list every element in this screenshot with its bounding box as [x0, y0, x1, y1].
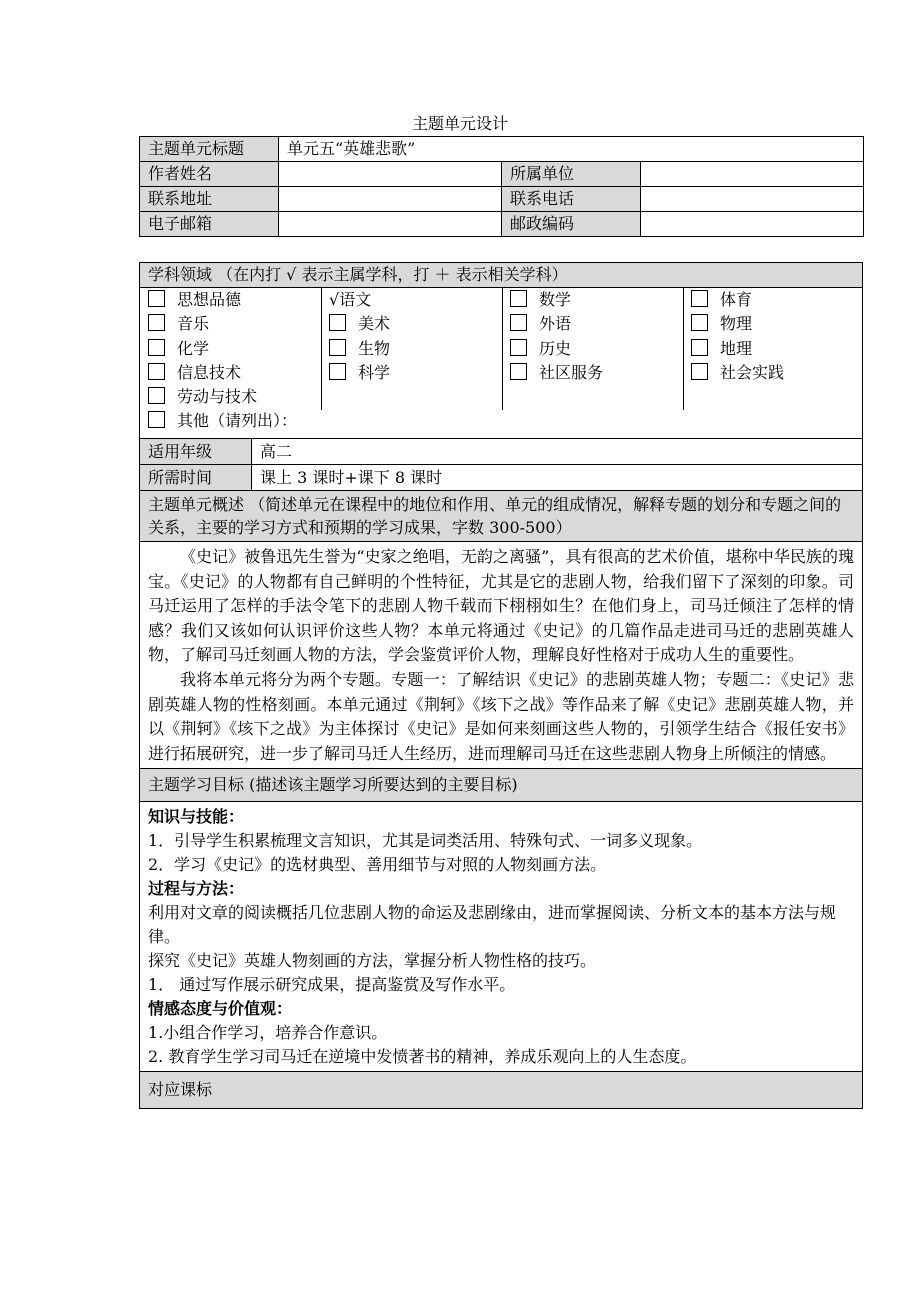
- grade-row: [140, 438, 862, 464]
- subject-item[interactable]: [148, 361, 297, 385]
- unit-title-row: [140, 137, 864, 162]
- time-label: 所需时间: [140, 465, 252, 490]
- email-label: 电子邮箱: [140, 212, 279, 237]
- subject-item[interactable]: [691, 337, 784, 361]
- column-divider: [683, 288, 684, 410]
- checkbox-icon[interactable]: [148, 314, 165, 331]
- subject-item-checked[interactable]: [329, 288, 390, 312]
- subject-label: 科学: [358, 362, 391, 382]
- unit-title-label: 主题单元标题: [140, 137, 279, 162]
- subject-item[interactable]: [148, 312, 297, 336]
- knowledge-item-2: 2．学习《史记》的选材典型、善用细节与对照的人物刻画方法。: [148, 855, 607, 875]
- subject-block: [139, 262, 863, 1109]
- subject-column-2: [329, 288, 390, 385]
- address-row: [140, 187, 864, 212]
- emotion-item-1: 1.小组合作学习，培养合作意识。: [148, 1023, 388, 1043]
- subject-grid: [140, 288, 862, 438]
- overview-paragraph-2: 我将本单元将分为两个专题。专题一：了解结识《史记》的悲剧英雄人物；专题二：《史记》悲剧英雄人物的性格刻画。本单元通过《荆轲》《垓下之战》等作品来了解《史记》悲剧英雄人物，并以《荆轲》《垓下之战》为主体探讨《史记》是如何来刻画这些人物的，引领学生结合《报任安书》进行拓展研究，进一步了解司马迁人生经历，进而理解司马迁在这些悲剧人物身上所倾注的情感。: [148, 669, 854, 763]
- overview-paragraph-1: 《史记》被鲁迅先生誉为“史家之绝唱，无韵之离骚”，具有很高的艺术价值，堪称中华民族的瑰宝。《史记》的人物都有自己鲜明的个性特征，尤其是它的悲剧人物，给我们留下了深刻的印象。司马迁运用了怎样的手法令笔下的悲剧人物千载而下栩栩如生？在他们身上，司马迁倾注了怎样的情感？我们又该如何认识评价这些人物？本单元将通过《史记》的几篇作品走进司马迁的悲剧英雄人物，了解司马迁刻画人物的方法，学会鉴赏评价人物，理解良好性格对于成功人生的重要性。: [148, 547, 854, 665]
- subject-label: 体育: [720, 290, 753, 309]
- checkbox-icon[interactable]: [510, 363, 527, 380]
- checkbox-icon[interactable]: [148, 387, 165, 404]
- subject-label: 劳动与技术: [177, 387, 258, 407]
- subject-label: 生物: [358, 338, 391, 358]
- subject-label: 外语: [539, 314, 572, 334]
- info-table: [139, 136, 864, 237]
- subject-item[interactable]: [148, 337, 297, 361]
- subject-label: 数学: [539, 290, 572, 309]
- checkbox-icon[interactable]: [510, 290, 527, 307]
- author-label: 作者姓名: [140, 162, 279, 187]
- subject-label: 物理: [720, 314, 753, 334]
- subject-column-3: [510, 288, 603, 385]
- email-value: [279, 212, 502, 237]
- document-title: 主题单元设计: [411, 114, 508, 133]
- subject-label: √语文: [329, 290, 372, 309]
- subject-item[interactable]: [510, 361, 603, 385]
- time-row: [140, 464, 862, 490]
- checkbox-icon[interactable]: [148, 290, 165, 307]
- process-title: 过程与方法：: [148, 879, 245, 899]
- process-item-1: 利用对文章的阅读概括几位悲剧人物的命运及悲剧缘由，进而掌握阅读、分析文本的基本方法与规律。: [148, 903, 837, 947]
- unit-title-value: 单元五“英雄悲歌”: [279, 137, 864, 162]
- checkbox-icon[interactable]: [329, 363, 346, 380]
- checkbox-icon[interactable]: [148, 339, 165, 356]
- overview-body: [140, 541, 862, 768]
- subject-label: 信息技术: [177, 362, 242, 382]
- org-value: [641, 162, 864, 187]
- subject-item[interactable]: [691, 361, 784, 385]
- subject-header: 学科领域 （在内打 √ 表示主属学科，打 ＋ 表示相关学科）: [140, 263, 862, 288]
- phone-label: 联系电话: [502, 187, 641, 212]
- subject-item[interactable]: [510, 337, 603, 361]
- subject-label: 思想品德: [177, 290, 242, 309]
- subject-item[interactable]: [329, 361, 390, 385]
- checkbox-icon[interactable]: [510, 314, 527, 331]
- subject-label: 地理: [720, 338, 753, 358]
- subject-item[interactable]: [329, 312, 390, 336]
- checkbox-icon[interactable]: [691, 339, 708, 356]
- subject-item[interactable]: [691, 312, 784, 336]
- author-row: [140, 162, 864, 187]
- subject-label: 历史: [539, 338, 572, 358]
- standards-header: 对应课标: [140, 1071, 862, 1108]
- subject-label: 化学: [177, 338, 210, 358]
- subject-item[interactable]: [510, 288, 603, 312]
- subject-column-4: [691, 288, 784, 385]
- process-item-3: 1． 通过写作展示研究成果，提高鉴赏及写作水平。: [148, 975, 516, 995]
- checkbox-icon[interactable]: [691, 314, 708, 331]
- checkbox-icon[interactable]: [148, 363, 165, 380]
- org-label: 所属单位: [502, 162, 641, 187]
- subject-label: 音乐: [177, 314, 210, 334]
- emotion-title: 情感态度与价值观：: [148, 999, 293, 1019]
- goals-body: [140, 801, 862, 1071]
- knowledge-item-1: 1．引导学生积累梳理文言知识，尤其是词类活用、特殊句式、一词多义现象。: [148, 831, 703, 851]
- checkbox-icon[interactable]: [329, 339, 346, 356]
- time-value: 课上 3 课时+课下 8 课时: [260, 468, 443, 487]
- subject-label: 其他（请列出）：: [177, 411, 298, 431]
- subject-label: 美术: [358, 314, 391, 334]
- column-divider: [502, 288, 503, 410]
- grade-label: 适用年级: [140, 439, 252, 464]
- postcode-label: 邮政编码: [502, 212, 641, 237]
- subject-label: 社区服务: [539, 362, 604, 382]
- address-label: 联系地址: [140, 187, 279, 212]
- checkbox-icon[interactable]: [691, 363, 708, 380]
- checkbox-icon[interactable]: [691, 290, 708, 307]
- goals-header: 主题学习目标 (描述该主题学习所要达到的主要目标): [140, 768, 862, 801]
- subject-item[interactable]: [691, 288, 784, 312]
- overview-header: 主题单元概述 （简述单元在课程中的地位和作用、单元的组成情况，解释专题的划分和专题之间的关系，主要的学习方式和预期的学习成果，字数 300-500）: [140, 490, 862, 541]
- postcode-value: [641, 212, 864, 237]
- emotion-item-2: 2. 教育学生学习司马迁在逆境中发愤著书的精神，养成乐观向上的人生态度。: [148, 1047, 697, 1067]
- subject-item[interactable]: [148, 288, 297, 312]
- author-value: [279, 162, 502, 187]
- process-item-2: 探究《史记》英雄人物刻画的方法，掌握分析人物性格的技巧。: [148, 951, 597, 971]
- checkbox-icon[interactable]: [329, 314, 346, 331]
- subject-item[interactable]: [510, 312, 603, 336]
- grade-value: 高二: [260, 442, 293, 461]
- subject-item[interactable]: [329, 337, 390, 361]
- checkbox-icon[interactable]: [148, 411, 165, 428]
- phone-value: [641, 187, 864, 212]
- subject-label: 社会实践: [720, 362, 785, 382]
- email-row: [140, 212, 864, 237]
- checkbox-icon[interactable]: [510, 339, 527, 356]
- subject-item-other[interactable]: [148, 409, 297, 433]
- subject-column-1: [148, 288, 297, 434]
- subject-item[interactable]: [148, 385, 297, 409]
- column-divider: [321, 288, 322, 410]
- knowledge-title: 知识与技能：: [148, 807, 245, 827]
- address-value: [279, 187, 502, 212]
